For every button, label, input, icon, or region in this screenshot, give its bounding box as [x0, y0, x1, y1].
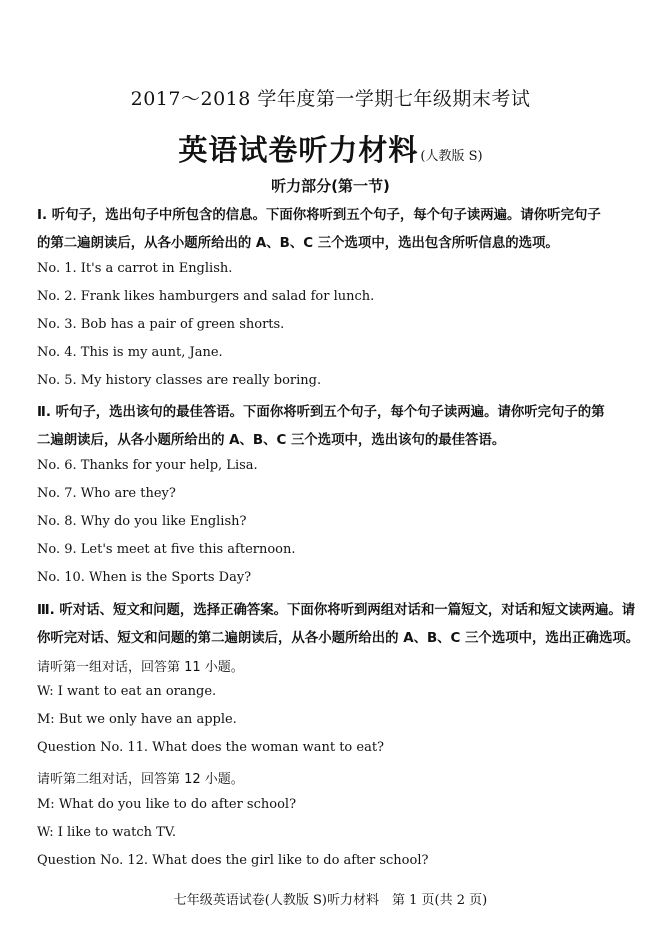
- part1-instruction-line1: Ⅰ. 听句子，选出句子中所包含的信息。下面你将听到五个句子，每个句子读两遍。请你听完句子: [37, 208, 601, 223]
- page-footer: 七年级英语试卷(人教版 S)听力材料 第 1 页(共 2 页): [173, 893, 488, 908]
- list-item: No. 6. Thanks for your help, Lisa.: [37, 458, 258, 473]
- dialogue-line: W: I want to eat an orange.: [37, 684, 217, 699]
- dialogue-line: W: I like to watch TV.: [37, 825, 177, 840]
- group1-prompt: 请听第一组对话，回答第 11 小题。: [37, 660, 244, 675]
- list-item: No. 2. Frank likes hamburgers and salad for lunch.: [37, 289, 375, 304]
- dialogue-line: M: But we only have an apple.: [37, 712, 237, 727]
- list-item: No. 5. My history classes are really boring.: [37, 373, 322, 388]
- list-item: No. 9. Let's meet at five this afternoon.: [37, 542, 296, 557]
- list-item: No. 7. Who are they?: [37, 486, 176, 501]
- part2-instruction-line2: 二遍朗读后，从各小题所给出的 A、B、C 三个选项中，选出该句的最佳答语。: [37, 433, 506, 448]
- part3-instruction-line1: Ⅲ. 听对话、短文和问题，选择正确答案。下面你将听到两组对话和一篇短文，对话和短文读两遍。请: [37, 603, 636, 618]
- list-item: No. 8. Why do you like English?: [37, 514, 247, 529]
- list-item: No. 3. Bob has a pair of green shorts.: [37, 317, 285, 332]
- dialogue-line: M: What do you like to do after school?: [37, 797, 297, 812]
- edition-label: (人教版 S): [420, 149, 483, 164]
- group2-prompt: 请听第二组对话，回答第 12 小题。: [37, 772, 244, 787]
- main-title-block: [0, 128, 661, 169]
- question-line: Question No. 12. What does the girl like to do after school?: [37, 853, 429, 868]
- section-title: 听力部分(第一节): [271, 177, 390, 195]
- list-item: No. 1. It's a carrot in English.: [37, 261, 233, 276]
- part1-instruction-line2: 的第二遍朗读后，从各小题所给出的 A、B、C 三个选项中，选出包含所听信息的选项。: [37, 236, 559, 251]
- list-item: No. 10. When is the Sports Day?: [37, 570, 252, 585]
- question-line: Question No. 11. What does the woman want to eat?: [37, 740, 385, 755]
- main-title: 英语试卷听力材料: [178, 133, 419, 167]
- part2-instruction-line1: Ⅱ. 听句子，选出该句的最佳答语。下面你将听到五个句子，每个句子读两遍。请你听完句子的第: [37, 405, 605, 420]
- exam-title: 2017～2018 学年度第一学期七年级期末考试: [130, 88, 531, 110]
- part3-instruction-line2: 你听完对话、短文和问题的第二遍朗读后，从各小题所给出的 A、B、C 三个选项中，选出正确选项。: [37, 631, 640, 646]
- list-item: No. 4. This is my aunt, Jane.: [37, 345, 223, 360]
